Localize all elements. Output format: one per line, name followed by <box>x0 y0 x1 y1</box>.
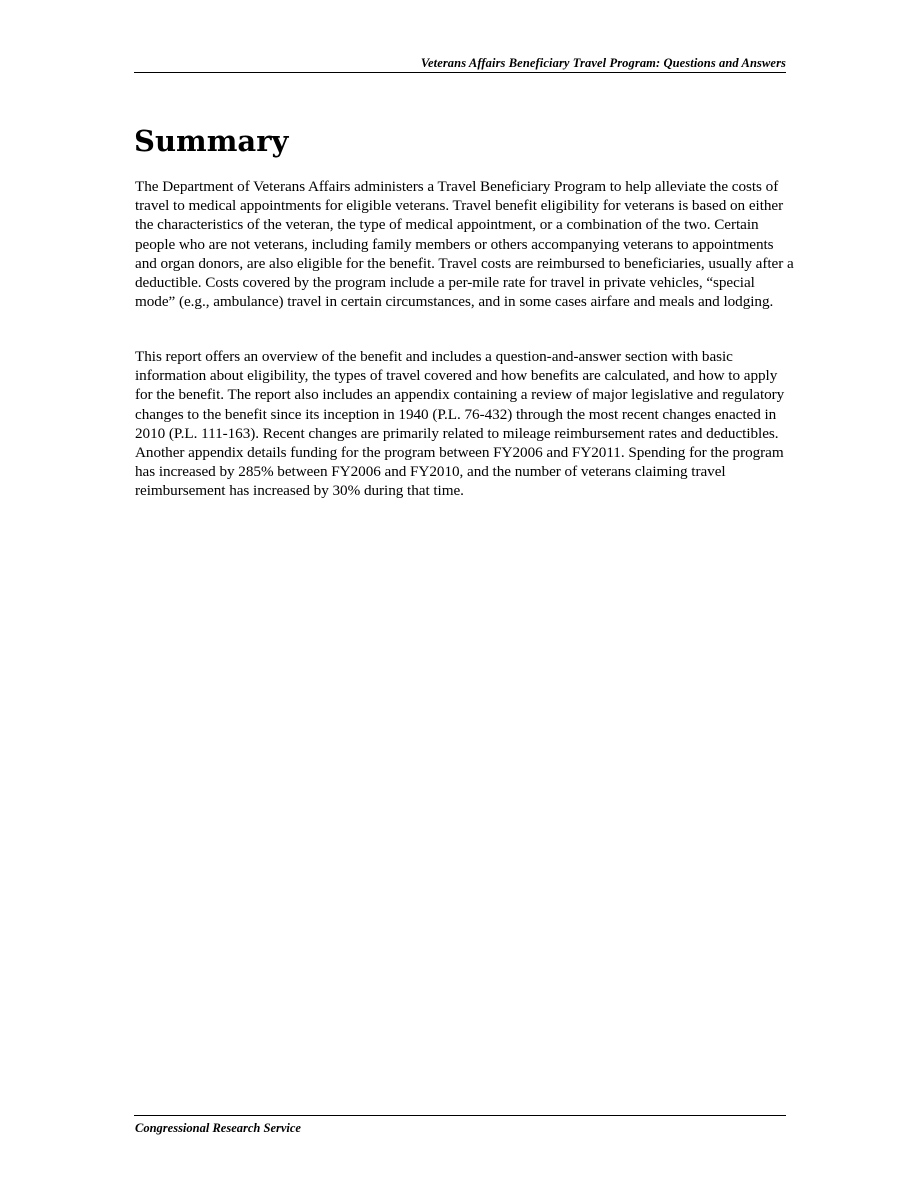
footer-divider <box>134 1115 786 1116</box>
summary-paragraph-1: The Department of Veterans Affairs administers a Travel Beneficiary Program to help alleviate the costs of travel to medical appointments for eligible veterans. Travel benefit eligibility for veterans is based on either the characteristics of the veteran, the type of medical appointment, or a combination of the two. Certain people who are not veterans, including family members or others accompanying veterans to appointments and organ donors, are also eligible for the benefit. Travel costs are reimbursed to beneficiaries, usually after a deductible. Costs covered by the program include a per-mile rate for travel in private vehicles, “special mode” (e.g., ambulance) travel in certain circumstances, and in some cases airfare and meals and lodging. <box>135 178 794 311</box>
header-divider <box>134 72 786 73</box>
summary-paragraph-2: This report offers an overview of the benefit and includes a question-and-answer section with basic information about eligibility, the types of travel covered and how benefits are calculated, and how to apply for the benefit. The report also includes an appendix containing a review of major legislative and regulatory changes to the benefit since its inception in 1940 (P.L. 76-432) through the most recent changes enacted in 2010 (P.L. 111-163). Recent changes are primarily related to mileage reimbursement rates and deductibles. Another appendix details funding for the program between FY2006 and FY2011. Spending for the program has increased by 285% between FY2006 and FY2010, and the number of veterans claiming travel reimbursement has increased by 30% during that time. <box>135 348 785 500</box>
page-title: Summary <box>134 124 289 158</box>
footer-organization: Congressional Research Service <box>135 1121 301 1135</box>
running-header: Veterans Affairs Beneficiary Travel Program: Questions and Answers <box>420 56 786 70</box>
